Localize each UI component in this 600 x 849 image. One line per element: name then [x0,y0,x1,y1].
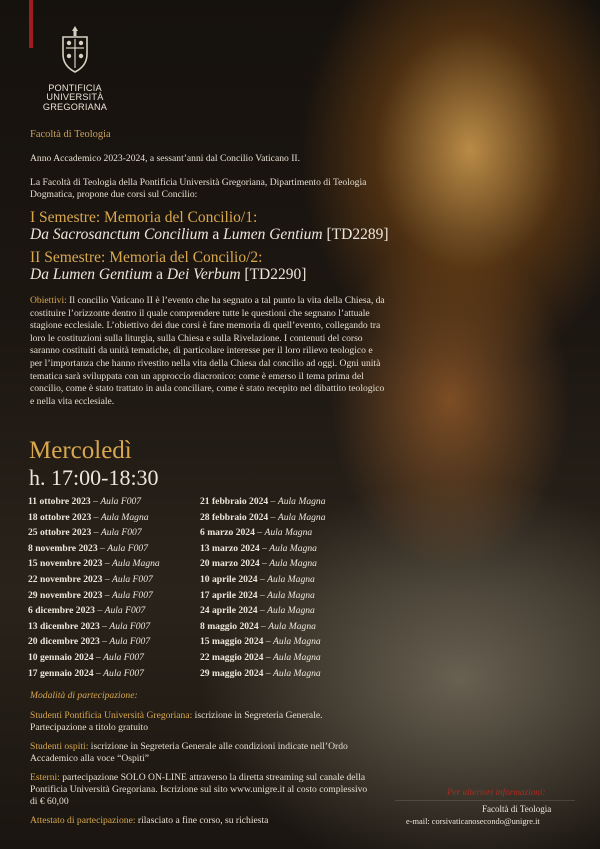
info-faculty: Facoltà di Teologia [482,804,552,814]
semester1-from: Da Sacrosanctum Concilium [30,226,209,243]
date-item [28,510,160,526]
date-separator: – [97,542,108,554]
lesson-date: 11 ottobre 2023 [28,496,91,507]
date-item [28,650,160,666]
external-text: partecipazione SOLO ON-LINE attraverso la diretta streaming sul canale della Pontificia Università Gregoriana. Iscrizione sul sito www.unigre.it al costo complessivo di € 60,00 [30,772,368,807]
lesson-room: Aula Magna [273,667,321,679]
participation-external [30,772,370,808]
date-item [200,556,326,572]
date-item [28,619,160,635]
lesson-date: 17 aprile 2024 [200,589,258,601]
students-text: iscrizione in Segreteria Generale. Partecipazione a titolo gratuito [30,710,323,733]
certificate-text: rilasciato a fine corso, su richiesta [135,815,269,826]
lesson-date: 20 marzo 2024 [200,558,260,570]
date-item [200,494,326,510]
semester1-joiner: a [208,226,224,243]
date-item [200,588,326,604]
date-separator: – [94,605,105,617]
semester2-subtitle [30,266,306,283]
lesson-date: 6 dicembre 2023 [28,605,95,617]
university-crest-icon [58,24,92,74]
date-item [28,556,160,572]
date-separator: – [102,589,113,601]
lesson-date: 24 aprile 2024 [200,605,258,617]
date-item [200,634,326,650]
date-separator: – [257,573,268,585]
lesson-room: Aula Magna [277,496,326,507]
semester2-to: Dei Verbum [166,266,241,283]
lesson-date: 10 aprile 2024 [200,573,258,585]
lesson-room: Aula F007 [112,573,153,585]
certificate-label: Attestato di partecipazione: [30,815,136,826]
date-item [28,603,160,619]
lesson-date: 22 novembre 2023 [28,573,103,585]
lesson-date: 13 marzo 2024 [200,542,260,554]
date-separator: – [90,496,101,507]
date-separator: – [257,605,268,617]
lesson-room: Aula F007 [112,589,153,601]
lesson-room: Aula Magna [269,542,317,554]
lesson-date: 21 febbraio 2024 [200,496,269,507]
intro-academic-year: Anno Accademico 2023-2024, a sessant’anni dal Concilio Vaticano II. [30,153,300,164]
lesson-date: 29 novembre 2023 [28,589,103,601]
date-separator: – [93,667,104,679]
lesson-room: Aula Magna [267,573,315,585]
lesson-room: Aula F007 [100,527,142,539]
lesson-date: 8 novembre 2023 [28,542,98,554]
semester1-subtitle [30,226,389,243]
date-separator: – [91,527,101,539]
lesson-room: Aula Magna [112,558,160,570]
lesson-room: Aula F007 [109,620,151,632]
date-item [200,650,326,666]
date-item [200,525,326,541]
info-heading: Per ulteriori informazioni: [447,787,546,797]
semester1-title: I Semestre: Memoria del Concilio/1: [30,209,258,226]
info-email-link[interactable]: e-mail: corsivaticanosecondo@unigre.it [406,817,540,826]
lesson-date: 25 ottobre 2023 [28,527,92,539]
participation-guests [30,741,370,765]
date-item [28,588,160,604]
guests-label: Studenti ospiti: [30,741,89,752]
lesson-room: Aula F007 [107,542,149,554]
date-item [200,510,326,526]
university-name-line: UNIVERSITÀ [46,92,104,103]
lesson-date: 15 novembre 2023 [28,558,103,570]
date-item [200,603,326,619]
university-name-line: PONTIFICIA [48,83,102,93]
lesson-room: Aula Magna [267,605,315,617]
semester2-from: Da Lumen Gentium [30,266,153,283]
lesson-room: Aula Magna [273,636,321,648]
lesson-room: Aula F007 [103,651,144,663]
semester2-code: [TD2290] [240,266,307,283]
semester2-title: II Semestre: Memoria del Concilio/2: [30,249,263,266]
date-separator: – [93,651,104,663]
date-separator: – [254,527,265,539]
date-item [200,666,326,682]
date-separator: – [257,589,268,601]
divider [395,800,575,801]
date-separator: – [102,558,113,570]
date-item [28,525,160,541]
date-item [200,619,326,635]
lesson-date: 8 maggio 2024 [200,620,259,632]
dates-column-2 [200,494,326,681]
lesson-date: 18 ottobre 2023 [28,511,92,523]
objectives-paragraph [30,295,385,408]
date-item [28,634,160,650]
date-separator: – [91,511,101,523]
semester1-code: [TD2289] [322,226,389,243]
university-name [39,84,111,112]
participation-title: Modalità di partecipazione: [30,690,138,701]
schedule-time: h. 17:00-18:30 [29,465,159,490]
date-separator: – [263,651,274,663]
lesson-date: 15 maggio 2024 [200,636,264,648]
objectives-label: Obiettivi: [30,295,67,306]
lesson-room: Aula Magna [268,620,316,632]
lesson-date: 10 gennaio 2024 [28,651,94,663]
lesson-date: 22 maggio 2024 [200,651,264,663]
lesson-room: Aula Magna [273,651,321,663]
guests-text: iscrizione in Segreteria Generale alle condizioni indicate nell’Ordo Accademico alla voce “Ospiti” [30,741,348,764]
date-item [28,494,160,510]
lesson-date: 29 maggio 2024 [200,667,264,679]
date-separator: – [263,667,274,679]
date-separator: – [259,558,270,570]
date-separator: – [268,511,278,523]
lesson-date: 6 marzo 2024 [200,527,255,539]
date-separator: – [102,573,113,585]
date-item [28,541,160,557]
lesson-date: 17 gennaio 2024 [28,667,94,679]
lesson-room: Aula F007 [100,496,142,507]
date-item [200,572,326,588]
semester2-joiner: a [152,266,167,283]
date-item [200,541,326,557]
university-name-line: GREGORIANA [42,101,108,112]
lesson-room: Aula F007 [104,605,146,617]
lesson-room: Aula F007 [103,667,144,679]
date-separator: – [99,620,110,632]
lesson-room: Aula Magna [100,511,149,523]
faculty-heading: Facoltà di Teologia [30,129,111,140]
intro-description: La Facoltà di Teologia della Pontificia Università Gregoriana, Dipartimento di Teologia Dogmatica, propone due corsi sul Concilio: [30,177,367,200]
participation-certificate [30,815,370,827]
dates-column-1 [28,494,160,681]
date-separator: – [99,636,110,648]
date-separator: – [258,620,269,632]
objectives-text: Il concilio Vaticano II è l’evento che ha segnato a tal punto la vita della Chiesa, da costituire l’orizzonte dentro il quale comprendere tutte le questioni che segnano l’attuale stagione ecclesiale. L’obiettivo dei due corsi è fare memoria di quell’evento, collegando tra loro le costituzioni sulla liturgia, sulla Chiesa e sulla Rivelazione. I contenuti del corso saranno costituiti da unità tematiche, di particolare interesse per il loro rilievo teologico e per l’importanza che hanno rivestito nella vita della Chiesa dal concilio ad oggi. Ogni unità tematica sarà sviluppata con un approccio diacronico: come è emerso il tema prima del concilio, come è stato trattato in aula conciliare, come è stato recepito nel dibattito teologico e nella vita ecclesiale. [30,295,385,407]
participation-students [30,710,370,734]
lesson-room: Aula Magna [267,589,315,601]
lesson-room: Aula Magna [264,527,313,539]
lesson-room: Aula F007 [109,636,151,648]
lesson-date: 13 dicembre 2023 [28,620,100,632]
red-accent-bar [29,0,33,48]
schedule-day: Mercoledì [29,437,132,464]
semester1-to: Lumen Gentium [223,226,323,243]
lesson-room: Aula Magna [277,511,326,523]
date-separator: – [263,636,274,648]
lesson-room: Aula Magna [269,558,317,570]
students-label: Studenti Pontificia Università Gregoriana: [30,710,193,721]
date-separator: – [268,496,278,507]
lesson-date: 28 febbraio 2024 [200,511,269,523]
date-item [28,666,160,682]
date-item [28,572,160,588]
external-label: Esterni: [30,772,60,783]
date-separator: – [259,542,270,554]
lesson-date: 20 dicembre 2023 [28,636,100,648]
